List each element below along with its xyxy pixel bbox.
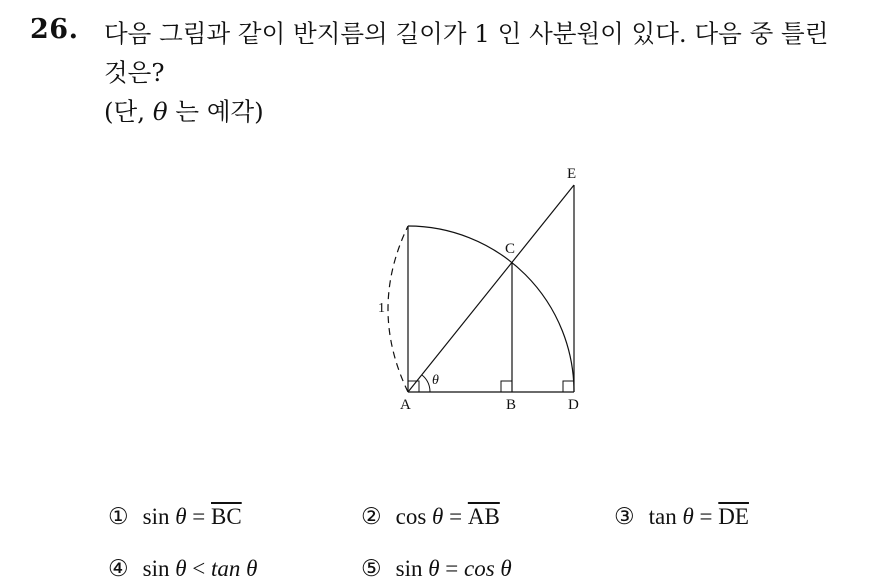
label-b: B — [506, 397, 517, 413]
note-prefix: (단, — [104, 97, 153, 126]
choice-5-rhs: cos θ — [464, 556, 512, 581]
choice-3-func: tan — [648, 504, 677, 529]
label-d: D — [568, 397, 579, 413]
question-note — [104, 92, 874, 131]
choice-1-theta: θ — [175, 504, 187, 529]
choice-3-rhs: $\overline{DE}$ — [718, 504, 749, 529]
question-number: 26. — [30, 14, 79, 45]
angle-theta-arc — [422, 375, 430, 392]
choice-4-rhs: tan θ — [211, 556, 258, 581]
note-suffix: 는 예각) — [167, 97, 264, 126]
choice-2-rhs: $\overline{AB}$ — [467, 504, 500, 529]
note-theta: θ — [152, 97, 168, 126]
choice-2-mark: ② — [361, 504, 382, 529]
choice-4[interactable] — [108, 556, 257, 582]
choice-1-rhs: $\overline{BC}$ — [211, 504, 242, 529]
choice-3[interactable] — [614, 504, 749, 530]
choice-5-op: = — [439, 556, 465, 581]
right-angle-d — [563, 381, 574, 392]
right-angle-b — [501, 381, 512, 392]
choice-5[interactable] — [361, 556, 512, 582]
choice-3-mark: ③ — [614, 504, 635, 529]
quarter-arc — [408, 226, 574, 392]
choice-4-func: sin — [142, 556, 170, 581]
length-brace — [388, 226, 408, 392]
choice-5-mark: ⑤ — [361, 556, 382, 581]
quarter-circle-figure — [360, 160, 620, 420]
choice-1-func: sin — [142, 504, 170, 529]
choice-2-func: cos — [395, 504, 427, 529]
choice-4-op: < — [186, 556, 212, 581]
choice-1-mark: ① — [108, 504, 129, 529]
label-theta: θ — [432, 373, 439, 388]
choice-5-func: sin — [395, 556, 423, 581]
label-e: E — [567, 166, 577, 182]
choice-2-op: = — [443, 504, 468, 529]
choice-4-mark: ④ — [108, 556, 129, 581]
question-text — [104, 14, 874, 131]
choice-4-theta: θ — [175, 556, 187, 581]
choice-3-op: = — [693, 504, 719, 529]
choice-1-op: = — [186, 504, 212, 529]
choice-5-theta: θ — [428, 556, 440, 581]
label-one: 1 — [378, 301, 385, 316]
question-line-1: 다음 그림과 같이 반지름의 길이가 1 인 사분원이 있다. 다음 중 틀린 — [104, 19, 829, 48]
choice-1[interactable] — [108, 504, 242, 530]
choice-2[interactable] — [361, 504, 500, 530]
question-line-2: 것은? — [104, 58, 165, 87]
label-a: A — [400, 397, 411, 413]
choice-3-theta: θ — [682, 504, 694, 529]
choice-2-theta: θ — [432, 504, 444, 529]
label-c: C — [505, 241, 516, 257]
ray-ae — [408, 185, 574, 392]
